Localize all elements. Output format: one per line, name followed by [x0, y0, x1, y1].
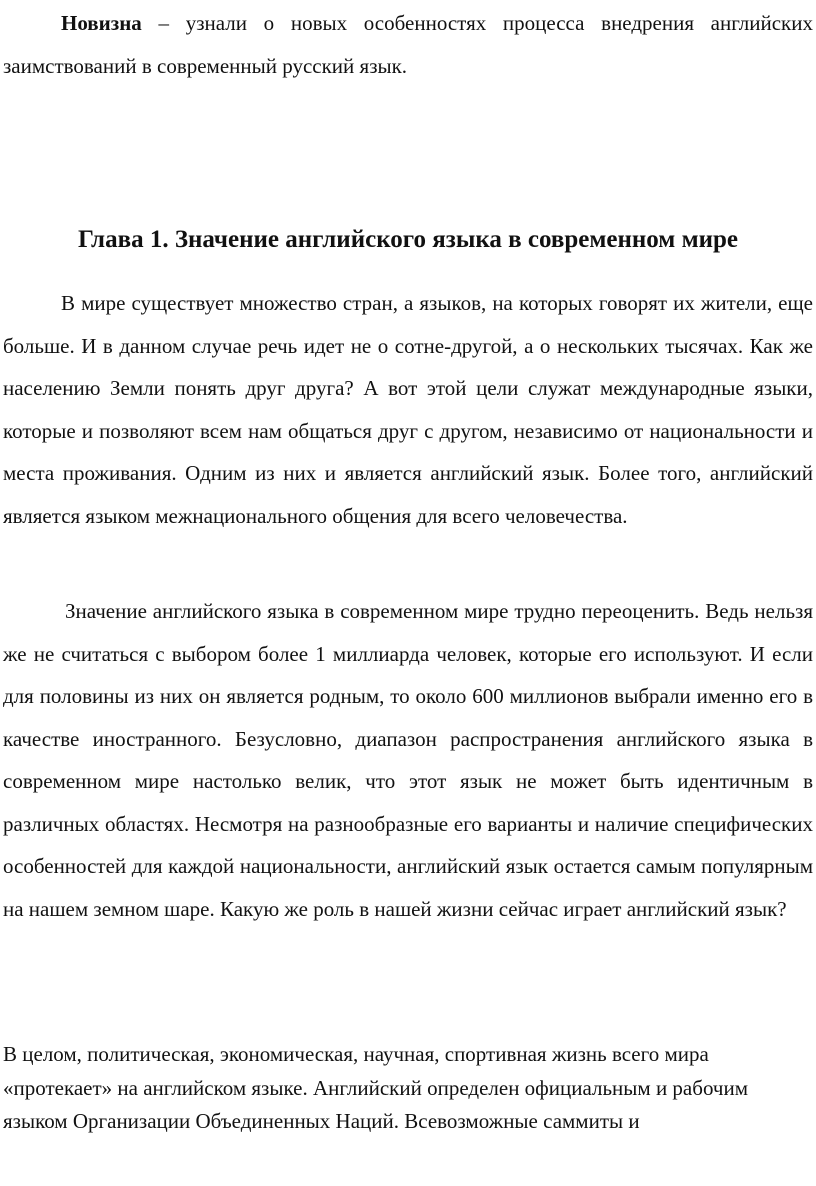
novizna-text: – узнали о новых особенностях процесса внедрения английских заимствований в современный русский язык.: [3, 11, 813, 78]
body-paragraph-2: [3, 590, 813, 930]
novizna-paragraph: [3, 2, 813, 88]
paragraph-text: В целом, политическая, экономическая, научная, спортивная жизнь всего мира «протекает» на английском языке. Английский определен официальным и рабочим языком Организации Объединенных Наций. Всевозможные саммиты и: [3, 1042, 748, 1133]
body-paragraph-1: [3, 282, 813, 537]
body-paragraph-3: [3, 1038, 793, 1139]
chapter-heading: Глава 1. Значение английского языка в современном мире: [77, 226, 739, 253]
paragraph-text: В мире существует множество стран, а языков, на которых говорят их жители, еще больше. И в данном случае речь идет не о сотне-другой, а о нескольких тысячах. Как же населению Земли понять друг друга? А вот этой цели служат международные языки, которые и позволяют всем нам общаться друг с другом, независимо от национальности и места проживания. Одним из них и является английский язык. Более того, английский является языком межнационального общения для всего человечества.: [3, 291, 813, 528]
novizna-label: Новизна: [61, 11, 142, 35]
paragraph-text: Значение английского языка в современном мире трудно переоценить. Ведь нельзя же не считаться с выбором более 1 миллиарда человек, которые его используют. И если для половины из них он является родным, то около 600 миллионов выбрали именно его в качестве иностранного. Безусловно, диапазон распространения английского языка в современном мире настолько велик, что этот язык не может быть идентичным в различных областях. Несмотря на разнообразные его варианты и наличие специфических особенностей для каждой национальности, английский язык остается самым популярным на нашем земном шаре. Какую же роль в нашей жизни сейчас играет английский язык?: [3, 599, 813, 921]
